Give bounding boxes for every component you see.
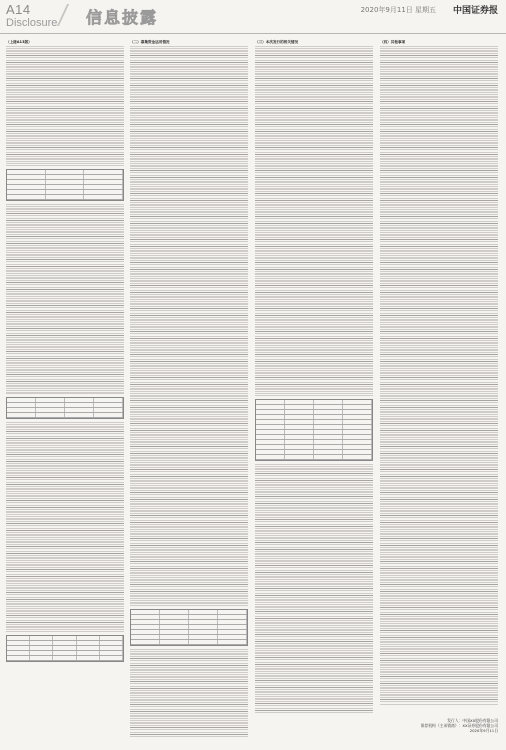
header-divider: [0, 33, 506, 34]
brush-stroke-icon: [57, 4, 89, 26]
column-2: [130, 38, 248, 738]
column-4-heading: （四）其他事项: [380, 40, 406, 44]
page-code: A14: [6, 2, 31, 17]
text-block: [255, 46, 373, 396]
column-1-heading: （上接A13版）: [6, 40, 32, 44]
section-title: 信息披露: [86, 8, 159, 27]
text-block: [130, 46, 248, 606]
column-3-heading: （三）本次发行的相关情况: [255, 40, 299, 44]
text-block: [6, 204, 124, 394]
section-english: Disclosure: [6, 17, 58, 29]
issuer-footer: [380, 718, 498, 733]
data-table: [6, 397, 124, 419]
text-block: [130, 649, 248, 738]
data-table: [6, 169, 124, 201]
issuer-name: 发行人：中国XX股份有限公司: [447, 718, 498, 723]
text-block: [255, 464, 373, 714]
page-header: [0, 0, 506, 34]
data-table: [6, 635, 124, 662]
footer-date: 2020年9月11日: [469, 728, 498, 733]
issue-date: 2020年9月11日 星期五: [360, 6, 436, 14]
text-block: [6, 422, 124, 632]
underwriter-name: 保荐机构（主承销商）：XX证券股份有限公司: [420, 723, 498, 728]
column-3: [255, 38, 373, 738]
column-1: [6, 38, 124, 738]
column-4: [380, 38, 498, 738]
newspaper-logo: 中国证券报: [452, 6, 498, 16]
data-table: [255, 399, 373, 461]
text-block: [380, 46, 498, 706]
column-2-heading: （二）募集资金运用情况: [130, 40, 170, 44]
text-block: [6, 46, 124, 166]
data-table: [130, 609, 248, 646]
